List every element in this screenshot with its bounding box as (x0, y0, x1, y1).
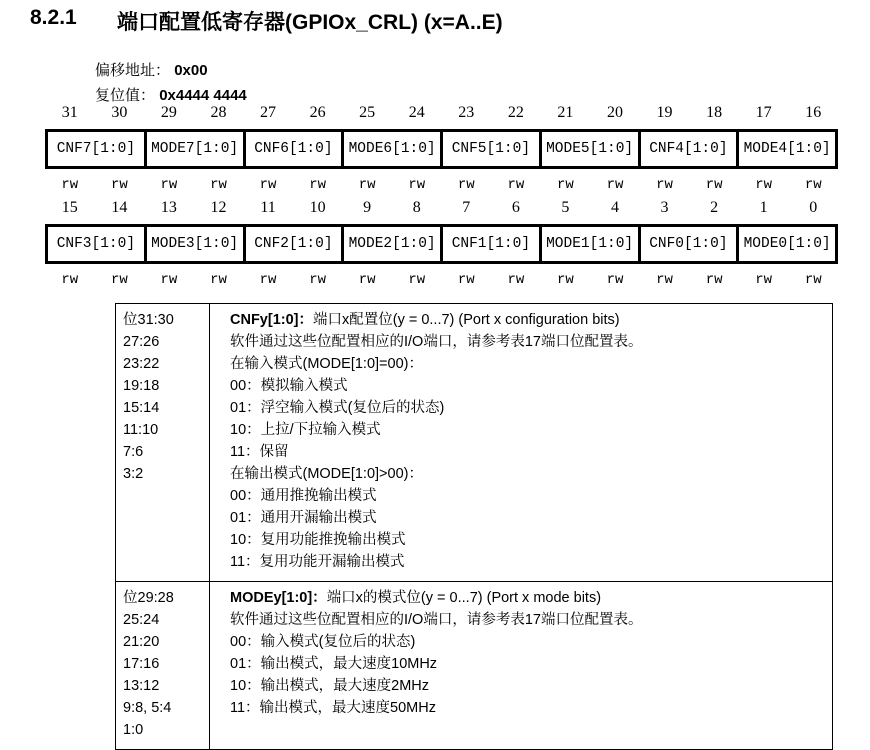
field-description (210, 304, 833, 582)
bit-range-list (116, 304, 210, 582)
register-field-cell: CNF3[1:0] (56, 236, 136, 252)
access-label: rw (309, 272, 326, 288)
access-label: rw (656, 272, 673, 288)
description-line: 软件通过这些位配置相应的I/O端口，请参考表17端口位配置表。 (230, 612, 643, 628)
description-line: 10：复用功能推挽输出模式 (230, 532, 406, 548)
register-field-cell: MODE5[1:0] (539, 132, 638, 166)
description-line: 11：输出模式，最大速度50MHz (230, 700, 436, 716)
bit-number: 19 (656, 104, 673, 121)
register-field-cell: MODE4[1:0] (736, 132, 835, 166)
page-title: 端口配置低寄存器(GPIOx_CRL) (x=A..E) (117, 11, 503, 34)
field-description-title (230, 309, 826, 331)
bit-number: 14 (111, 199, 128, 216)
access-label: rw (110, 177, 128, 193)
bit-number: 27 (260, 104, 277, 121)
bit-range: 21:20 (123, 634, 160, 650)
access-label: rw (606, 272, 624, 288)
bit-range: 17:16 (123, 656, 160, 672)
bit-range: 位31:30 (123, 312, 174, 328)
access-label: rw (755, 177, 773, 193)
bit-number: 29 (160, 104, 177, 121)
bit-number: 0 (809, 199, 818, 216)
bit-number: 24 (408, 104, 425, 121)
register-fields-high (45, 129, 838, 169)
access-label: rw (210, 272, 227, 288)
register-field-cell: CNF2[1:0] (243, 227, 342, 261)
access-label: rw (309, 177, 326, 193)
register-fields-low (45, 224, 838, 264)
access-label: rw (259, 177, 277, 193)
description-line: 00：模拟输入模式 (230, 378, 348, 394)
access-row-high (45, 177, 838, 193)
bit-number: 4 (610, 199, 619, 216)
offset-address-label: 偏移地址： (95, 62, 171, 79)
bit-number: 18 (706, 104, 723, 121)
access-label: rw (557, 177, 574, 193)
access-label: rw (457, 272, 475, 288)
bit-range: 19:18 (123, 378, 160, 394)
access-label: rw (606, 177, 624, 193)
bit-number: 5 (561, 199, 570, 216)
field-description (210, 582, 833, 750)
access-label: rw (507, 272, 525, 288)
register-field-cell: CNF7[1:0] (56, 141, 136, 157)
register-field-cell: MODE2[1:0] (341, 227, 440, 261)
description-line: 11：复用功能开漏输出模式 (230, 554, 405, 570)
description-line: 01：浮空输入模式(复位后的状态) (230, 400, 445, 416)
description-line: 01：通用开漏输出模式 (230, 510, 377, 526)
section-heading (30, 6, 503, 36)
access-label: rw (61, 272, 79, 288)
register-field-cell: MODE3[1:0] (144, 227, 243, 261)
bit-number: 10 (309, 199, 326, 216)
register-field-cell: MODE6[1:0] (341, 132, 440, 166)
bit-number: 9 (363, 199, 372, 216)
bit-number: 25 (359, 104, 376, 121)
bit-range: 11:10 (123, 422, 159, 438)
offset-address-line (95, 59, 208, 80)
bit-range: 13:12 (123, 678, 160, 694)
description-line: 10：输出模式，最大速度2MHz (230, 678, 429, 694)
description-table (115, 303, 833, 750)
bit-number: 3 (660, 199, 669, 216)
description-line: 01：输出模式，最大速度10MHz (230, 656, 438, 672)
register-field-cell: CNF0[1:0] (638, 227, 737, 261)
description-line: 00：输入模式(复位后的状态) (230, 634, 416, 650)
access-label: rw (358, 272, 376, 288)
register-field-cell: MODE0[1:0] (736, 227, 835, 261)
section-number: 8.2.1 (30, 6, 77, 29)
bit-range: 9:8, 5:4 (123, 700, 172, 716)
bit-number: 17 (755, 104, 772, 121)
field-name: MODEy[1:0]： (230, 590, 327, 606)
bit-number: 6 (511, 199, 520, 216)
bit-numbers-low (45, 199, 838, 217)
description-line: 00：通用推挽输出模式 (230, 488, 377, 504)
bit-number: 23 (458, 104, 475, 121)
bit-number: 26 (309, 104, 326, 121)
bit-number: 21 (557, 104, 574, 121)
bit-number: 13 (160, 199, 177, 216)
bit-range: 23:22 (123, 356, 160, 372)
description-line: 软件通过这些位配置相应的I/O端口，请参考表17端口位配置表。 (230, 334, 643, 350)
access-label: rw (656, 177, 673, 193)
access-label: rw (804, 177, 822, 193)
bit-number: 8 (412, 199, 421, 216)
field-name: CNFy[1:0]： (230, 312, 313, 328)
access-label: rw (705, 177, 723, 193)
register-field-cell: MODE7[1:0] (144, 132, 243, 166)
bit-number: 7 (462, 199, 471, 216)
access-label: rw (557, 272, 574, 288)
access-label: rw (110, 272, 128, 288)
access-label: rw (160, 177, 178, 193)
access-label: rw (160, 272, 178, 288)
access-label: rw (259, 272, 277, 288)
access-label: rw (804, 272, 822, 288)
access-label: rw (755, 272, 773, 288)
bit-range: 7:6 (123, 444, 144, 460)
field-title: 端口x配置位(y = 0...7) (Port x configuration bits) (312, 312, 620, 328)
access-label: rw (705, 272, 723, 288)
bit-number: 16 (805, 104, 822, 121)
bit-number: 31 (61, 104, 78, 121)
register-field-cell: MODE1[1:0] (539, 227, 638, 261)
bit-number: 30 (111, 104, 128, 121)
bit-number: 15 (61, 199, 78, 216)
register-field-cell: CNF6[1:0] (243, 132, 342, 166)
bit-number: 2 (710, 199, 719, 216)
access-label: rw (408, 272, 426, 288)
bit-number: 11 (260, 199, 276, 216)
bit-range: 位29:28 (123, 590, 174, 606)
register-field-cell: CNF4[1:0] (638, 132, 737, 166)
access-label: rw (507, 177, 525, 193)
bit-number: 20 (606, 104, 623, 121)
access-label: rw (408, 177, 426, 193)
description-line: 在输出模式(MODE[1:0]>00)： (230, 466, 423, 482)
bit-range: 3:2 (123, 466, 144, 482)
bit-number: 28 (210, 104, 227, 121)
bit-number: 12 (210, 199, 227, 216)
description-line: 在输入模式(MODE[1:0]=00)： (230, 356, 423, 372)
bit-range: 15:14 (123, 400, 160, 416)
reset-value-label: 复位值： (95, 87, 156, 104)
offset-address-value: 0x00 (174, 62, 208, 79)
description-line: 10：上拉/下拉输入模式 (230, 422, 381, 438)
register-field-cell: CNF5[1:0] (440, 132, 539, 166)
bit-range: 25:24 (123, 612, 160, 628)
bit-range: 27:26 (123, 334, 160, 350)
bit-range: 1:0 (123, 722, 144, 738)
reset-value: 0x4444 4444 (159, 87, 247, 104)
reset-value-line (95, 84, 247, 105)
access-label: rw (61, 177, 79, 193)
table-row (116, 304, 833, 582)
description-line: 11：保留 (230, 444, 289, 460)
access-label: rw (457, 177, 475, 193)
access-label: rw (358, 177, 376, 193)
bit-range-list (116, 582, 210, 750)
bit-number: 22 (507, 104, 524, 121)
field-title: 端口x的模式位(y = 0...7) (Port x mode bits) (326, 590, 602, 606)
register-field-cell: CNF1[1:0] (440, 227, 539, 261)
bit-number: 1 (759, 199, 768, 216)
table-row (116, 582, 833, 750)
field-description-title (230, 587, 826, 609)
access-row-low (45, 272, 838, 288)
access-label: rw (210, 177, 227, 193)
bit-numbers-high (45, 104, 838, 122)
